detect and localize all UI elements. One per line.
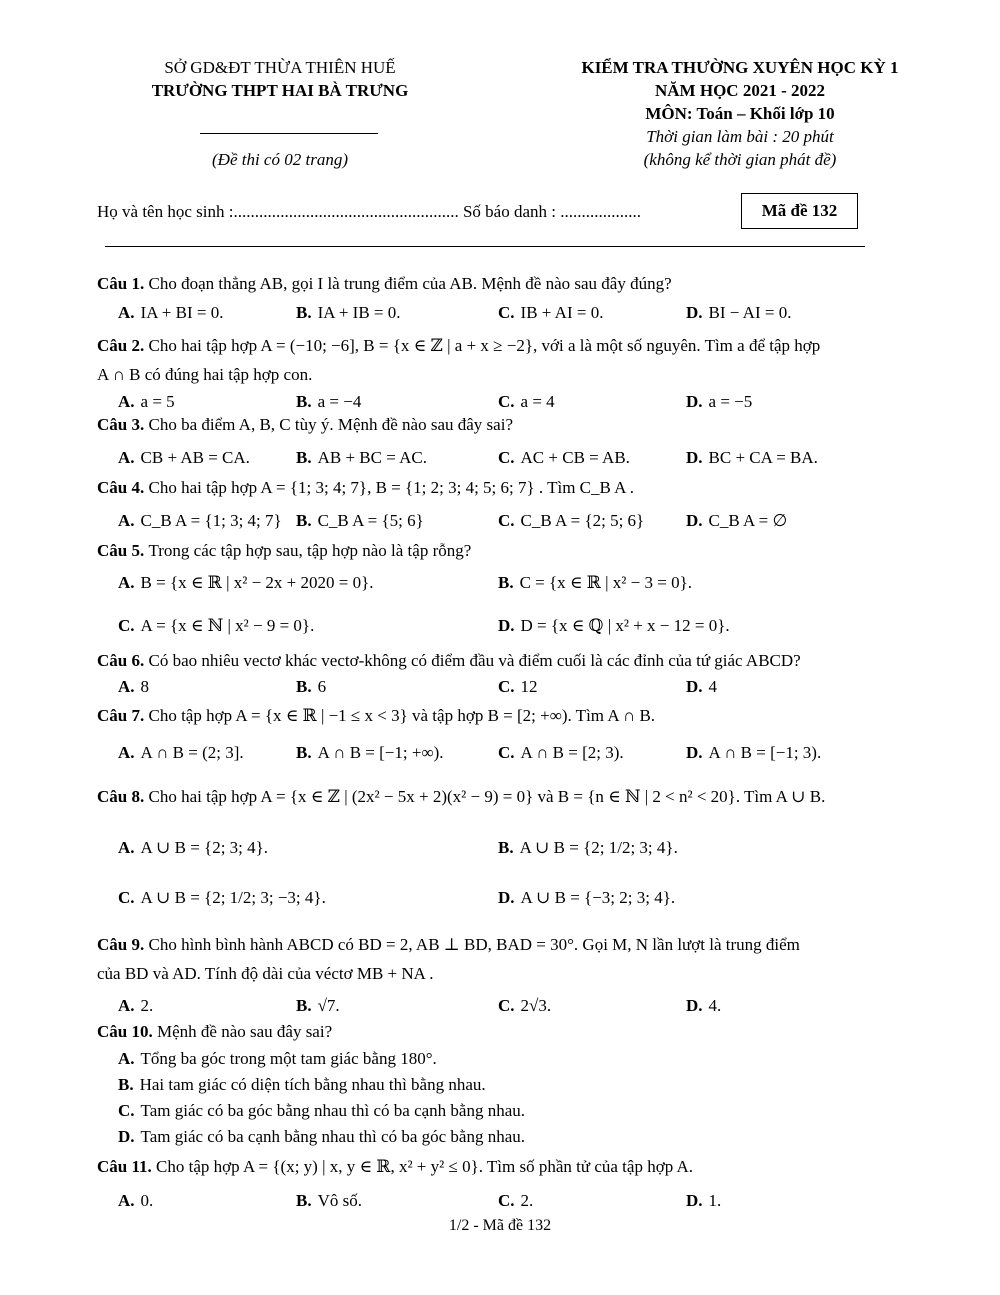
option-text: 12 [520, 677, 538, 696]
option-text: A ∪ B = {−3; 2; 3; 4}. [520, 888, 676, 907]
answer-option[interactable] [296, 996, 340, 1016]
option-text: 2√3. [520, 996, 552, 1015]
question-text [97, 787, 825, 807]
question-text [97, 336, 820, 356]
option-label: B. [498, 838, 514, 857]
department-name: SỞ GD&ĐT THỪA THIÊN HUẾ [164, 58, 396, 77]
option-label: C. [498, 448, 515, 467]
question-text [97, 651, 801, 671]
question-number: Câu 7. [97, 706, 149, 725]
question-number: Câu 5. [97, 541, 149, 560]
option-label: B. [498, 573, 514, 592]
option-text: A ∩ B = [−1; 3). [708, 743, 822, 762]
answer-option[interactable] [296, 677, 326, 697]
option-text: A ∪ B = {2; 3; 4}. [140, 838, 269, 857]
question-number: Câu 2. [97, 336, 149, 355]
option-label: B. [296, 677, 312, 696]
option-label: B. [296, 1191, 312, 1210]
question-text [97, 706, 655, 726]
option-text: √7. [317, 996, 340, 1015]
option-text: C_B A = {2; 5; 6} [520, 511, 645, 530]
answer-option[interactable] [498, 511, 644, 531]
answer-option[interactable] [118, 743, 244, 763]
option-text: A ∩ B = [2; 3). [520, 743, 624, 762]
option-text: BI − AI = 0. [708, 303, 792, 322]
option-label: D. [686, 303, 703, 322]
question-number: Câu 8. [97, 787, 149, 806]
question-text-continued: A ∩ B có đúng hai tập hợp con. [97, 365, 313, 384]
option-label: C. [498, 1191, 515, 1210]
option-text: A = {x ∈ ℕ | x² − 9 = 0}. [140, 616, 315, 635]
option-text: 0. [140, 1191, 154, 1210]
option-label: A. [118, 838, 135, 857]
question-number: Câu 9. [97, 935, 149, 954]
option-text: Vô số. [317, 1191, 362, 1210]
question-body: Mệnh đề nào sau đây sai? [156, 1022, 333, 1041]
option-label: A. [118, 996, 135, 1015]
answer-option[interactable] [498, 1191, 533, 1211]
question-number: Câu 6. [97, 651, 149, 670]
question-number: Câu 3. [97, 415, 149, 434]
option-text: AB + BC = AC. [317, 448, 427, 467]
answer-option[interactable] [118, 838, 268, 858]
question-number: Câu 1. [97, 274, 149, 293]
option-text: 6 [317, 677, 327, 696]
school-name: TRƯỜNG THPT HAI BÀ TRƯNG [151, 81, 409, 100]
answer-option[interactable] [686, 303, 791, 323]
answer-option[interactable] [686, 448, 818, 468]
option-label: C. [498, 996, 515, 1015]
option-text: 1. [708, 1191, 722, 1210]
option-label: D. [686, 996, 703, 1015]
option-text: A ∪ B = {2; 1/2; 3; 4}. [519, 838, 678, 857]
option-label: D. [686, 392, 703, 411]
option-text: 4. [708, 996, 722, 1015]
answer-option[interactable] [118, 1191, 153, 1211]
answer-option[interactable] [118, 677, 149, 697]
answer-option[interactable] [686, 1191, 721, 1211]
answer-option[interactable] [498, 743, 624, 763]
question-text [97, 1157, 693, 1177]
option-label: C. [118, 888, 135, 907]
school-year: NĂM HỌC 2021 - 2022 [655, 81, 825, 100]
question-body: Cho đoạn thẳng AB, gọi I là trung điểm của AB. Mệnh đề nào sau đây đúng? [148, 274, 672, 293]
option-label: B. [296, 392, 312, 411]
question-body: Cho ba điểm A, B, C tùy ý. Mệnh đề nào sau đây sai? [148, 415, 513, 434]
option-label: D. [498, 888, 515, 907]
answer-option[interactable] [118, 511, 282, 531]
question-body: Cho hai tập hợp A = (−10; −6], B = {x ∈ ℤ | a + x ≥ −2}, với a là một số nguyên. Tìm a để tập hợp [148, 336, 821, 355]
exam-code-box: Mã đề 132 [741, 193, 858, 229]
answer-option[interactable] [118, 392, 175, 412]
answer-option[interactable] [118, 448, 250, 468]
answer-option[interactable] [498, 448, 630, 468]
answer-option[interactable] [296, 392, 361, 412]
exam-title: KIỂM TRA THƯỜNG XUYÊN HỌC KỲ 1 [581, 58, 899, 77]
question-text [97, 478, 634, 498]
answer-option[interactable] [118, 996, 153, 1016]
option-label: D. [118, 1127, 135, 1146]
option-text: A ∩ B = (2; 3]. [140, 743, 244, 762]
question-body: Trong các tập hợp sau, tập hợp nào là tập rỗng? [148, 541, 472, 560]
option-label: B. [296, 303, 312, 322]
question-body: Cho hình bình hành ABCD có BD = 2, AB ⊥ BD, BAD = 30°. Gọi M, N lần lượt là trung điểm [148, 935, 800, 954]
option-text: A ∩ B = [−1; +∞). [317, 743, 444, 762]
option-text: a = 5 [140, 392, 175, 411]
answer-option[interactable] [296, 303, 401, 323]
answer-option[interactable] [686, 392, 752, 412]
time-limit: Thời gian làm bài : 20 phút [646, 127, 834, 146]
option-text: 8 [140, 677, 150, 696]
option-text: B = {x ∈ ℝ | x² − 2x + 2020 = 0}. [140, 573, 374, 592]
answer-option[interactable] [686, 996, 721, 1016]
question-body: Cho hai tập hợp A = {x ∈ ℤ | (2x² − 5x + 2)(x² − 9) = 0} và B = {n ∈ ℕ | 2 < n² < 20}. Tìm A ∪ B. [148, 787, 826, 806]
question-body: Cho tập hợp A = {(x; y) | x, y ∈ ℝ, x² + y² ≤ 0}. Tìm số phần tử của tập hợp A. [156, 1157, 694, 1176]
option-text: AC + CB = AB. [520, 448, 630, 467]
option-label: C. [118, 616, 135, 635]
answer-option[interactable] [118, 888, 326, 908]
option-label: A. [118, 743, 135, 762]
question-number: Câu 11. [97, 1157, 157, 1176]
option-label: C. [498, 743, 515, 762]
answer-option[interactable] [118, 573, 374, 593]
question-text-continued: của BD và AD. Tính độ dài của véctơ MB + NA . [97, 964, 434, 983]
answer-option[interactable] [118, 1101, 525, 1121]
question-text [97, 415, 513, 435]
option-text: 2. [140, 996, 154, 1015]
option-label: A. [118, 511, 135, 530]
option-text: IB + AI = 0. [520, 303, 604, 322]
answer-option[interactable] [118, 1127, 525, 1147]
page-count-note: (Đề thi có 02 trang) [212, 150, 348, 169]
option-label: B. [296, 511, 312, 530]
option-label: A. [118, 1049, 135, 1068]
option-text: C_B A = ∅ [708, 511, 788, 530]
answer-option[interactable] [498, 392, 555, 412]
option-label: D. [498, 616, 515, 635]
option-label: D. [686, 511, 703, 530]
answer-option[interactable] [686, 743, 821, 763]
subject: MÔN: Toán – Khối lớp 10 [645, 104, 835, 123]
answer-option[interactable] [296, 511, 424, 531]
answer-option[interactable] [498, 677, 538, 697]
option-text: A ∪ B = {2; 1/2; 3; −3; 4}. [140, 888, 326, 907]
answer-option[interactable] [296, 743, 443, 763]
answer-option[interactable] [686, 677, 717, 697]
answer-option[interactable] [296, 1191, 362, 1211]
option-label: D. [686, 1191, 703, 1210]
question-text [97, 1022, 332, 1042]
page-footer: 1/2 - Mã đề 132 [448, 1217, 552, 1234]
option-label: B. [118, 1075, 134, 1094]
option-label: A. [118, 392, 135, 411]
option-label: A. [118, 677, 135, 696]
question-body: Cho hai tập hợp A = {1; 3; 4; 7}, B = {1; 2; 3; 4; 5; 6; 7} . Tìm C_B A . [148, 478, 635, 497]
answer-option[interactable] [118, 1075, 486, 1095]
option-text: D = {x ∈ ℚ | x² + x − 12 = 0}. [520, 616, 730, 635]
question-number: Câu 10. [97, 1022, 157, 1041]
option-label: D. [686, 677, 703, 696]
option-label: B. [296, 448, 312, 467]
option-text: a = 4 [520, 392, 555, 411]
option-text: C_B A = {1; 3; 4; 7} [140, 511, 282, 530]
option-label: B. [296, 743, 312, 762]
answer-option[interactable] [498, 838, 678, 858]
answer-option[interactable] [296, 448, 427, 468]
question-number: Câu 4. [97, 478, 149, 497]
option-text: a = −5 [708, 392, 753, 411]
student-divider [105, 246, 865, 247]
question-body: Có bao nhiêu vectơ khác vectơ-không có điểm đầu và điểm cuối là các đỉnh của tứ giác ABCD? [148, 651, 801, 670]
option-label: D. [686, 743, 703, 762]
option-label: C. [498, 303, 515, 322]
option-label: B. [296, 996, 312, 1015]
option-label: A. [118, 303, 135, 322]
option-text: CB + AB = CA. [140, 448, 250, 467]
option-label: C. [118, 1101, 135, 1120]
answer-option[interactable] [498, 888, 675, 908]
answer-option[interactable] [118, 1049, 437, 1069]
option-text: Tam giác có ba cạnh bằng nhau thì có ba góc bằng nhau. [140, 1127, 526, 1146]
option-text: IA + IB = 0. [317, 303, 401, 322]
answer-option[interactable] [118, 616, 314, 636]
question-body: Cho tập hợp A = {x ∈ ℝ | −1 ≤ x < 3} và tập hợp B = [2; +∞). Tìm A ∩ B. [148, 706, 656, 725]
answer-option[interactable] [118, 303, 223, 323]
option-label: D. [686, 448, 703, 467]
option-text: C_B A = {5; 6} [317, 511, 424, 530]
answer-option[interactable] [498, 996, 551, 1016]
option-text: BC + CA = BA. [708, 448, 818, 467]
time-note: (không kể thời gian phát đề) [643, 150, 837, 169]
option-label: A. [118, 448, 135, 467]
answer-option[interactable] [498, 303, 603, 323]
option-label: A. [118, 573, 135, 592]
student-info-line: Họ và tên học sinh :..................................................... Số báo danh : ................... [97, 202, 641, 221]
option-text: a = −4 [317, 392, 362, 411]
option-text: 2. [520, 1191, 534, 1210]
option-text: IA + BI = 0. [140, 303, 224, 322]
option-text: Tổng ba góc trong một tam giác bằng 180°. [140, 1049, 437, 1068]
option-label: C. [498, 511, 515, 530]
answer-option[interactable] [498, 616, 730, 636]
question-text [97, 541, 471, 561]
answer-option[interactable] [686, 511, 787, 531]
option-text: C = {x ∈ ℝ | x² − 3 = 0}. [519, 573, 692, 592]
option-text: Tam giác có ba góc bằng nhau thì có ba cạnh bằng nhau. [140, 1101, 526, 1120]
header-divider [200, 133, 378, 134]
option-text: 4 [708, 677, 718, 696]
option-label: C. [498, 677, 515, 696]
option-text: Hai tam giác có diện tích bằng nhau thì bằng nhau. [139, 1075, 486, 1094]
option-label: C. [498, 392, 515, 411]
answer-option[interactable] [498, 573, 692, 593]
option-label: A. [118, 1191, 135, 1210]
question-text [97, 274, 672, 294]
question-text [97, 935, 800, 955]
